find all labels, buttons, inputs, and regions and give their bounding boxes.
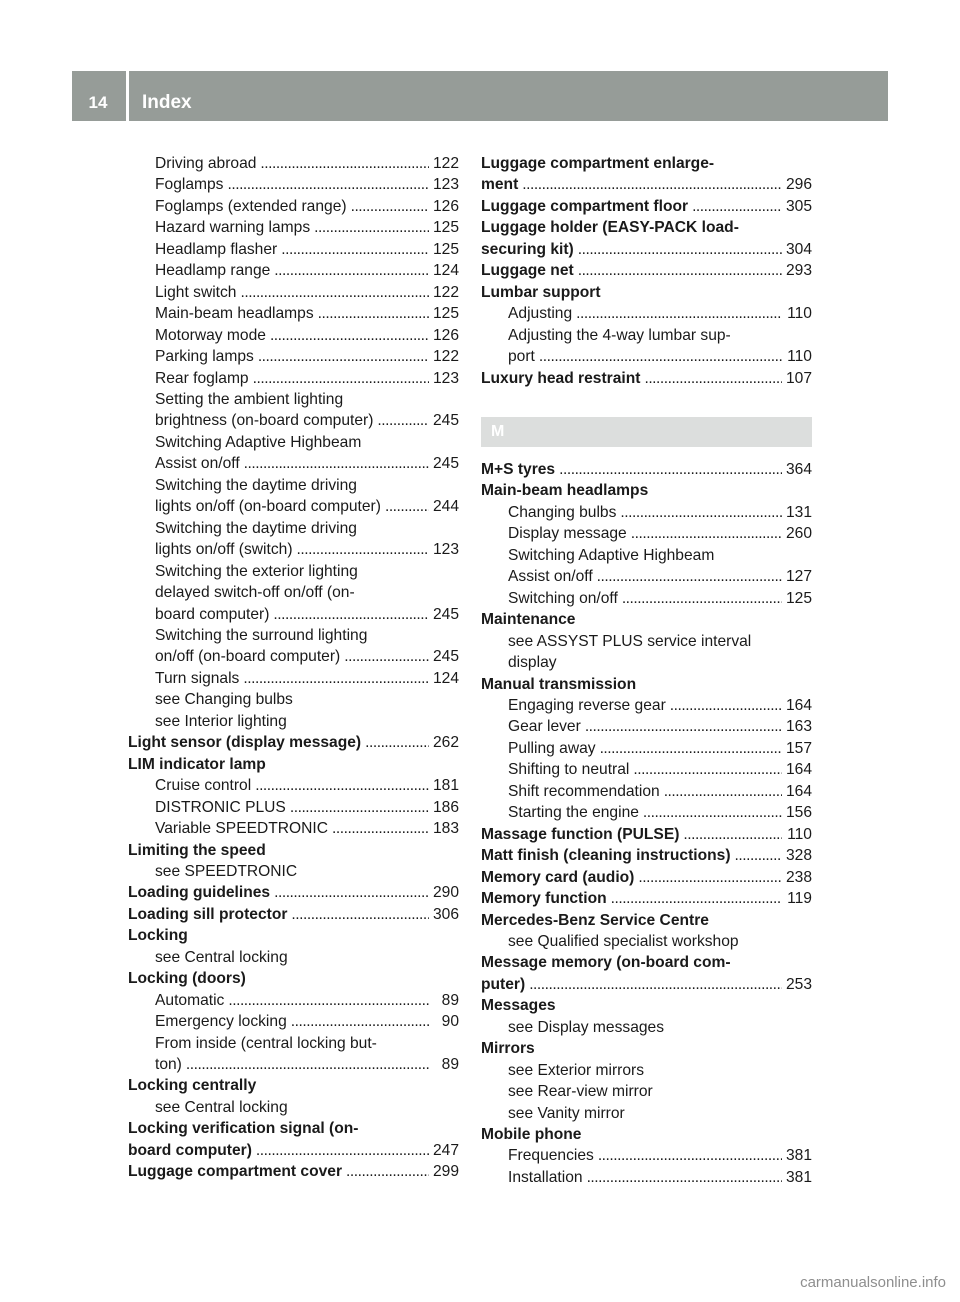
index-entry-page: 253: [785, 975, 812, 993]
dot-leader: [598, 1145, 782, 1166]
dot-leader: [318, 303, 429, 324]
index-entry-term: Massage function (PULSE): [481, 825, 680, 843]
index-entry: [128, 496, 459, 517]
dot-leader: [539, 346, 782, 367]
index-entry: [128, 646, 459, 667]
index-entry: [128, 282, 459, 303]
index-entry-term: Matt finish (cleaning instructions): [481, 847, 731, 865]
dot-leader: [664, 781, 782, 802]
index-entry: [128, 797, 459, 818]
index-entry: see Interior lighting: [155, 712, 287, 730]
index-entry: see Display messages: [508, 1018, 665, 1036]
index-entry: [481, 260, 812, 281]
index-entry: Mercedes-Benz Service Centre: [481, 911, 709, 929]
index-entry-page: 156: [785, 804, 812, 822]
dot-leader: [281, 239, 429, 260]
index-entry-page: 126: [432, 326, 459, 344]
index-entry-page: 305: [785, 197, 812, 215]
dot-leader: [529, 974, 782, 995]
index-entry-term: Variable SPEEDTRONIC: [155, 820, 329, 838]
index-entry: LIM indicator lamp: [128, 755, 266, 773]
index-entry-page: 262: [432, 734, 459, 752]
dot-leader: [578, 260, 782, 281]
dot-leader: [227, 174, 429, 195]
index-entry-page: 123: [432, 541, 459, 559]
index-entry: see ASSYST PLUS service interval: [508, 632, 752, 650]
index-entry: [128, 196, 459, 217]
index-entry-page: 238: [785, 868, 812, 886]
watermark: carmanualsonline.info: [800, 1274, 946, 1291]
index-entry-page: 125: [432, 305, 459, 323]
index-entry-term: Switching on/off: [508, 589, 618, 607]
index-entry: display: [508, 654, 557, 672]
index-entry: Limiting the speed: [128, 841, 266, 859]
index-entry-page: 381: [785, 1168, 812, 1186]
index-entry-term: Loading sill protector: [128, 905, 288, 923]
index-entry-page: 122: [432, 283, 459, 301]
index-entry: see Vanity mirror: [508, 1104, 625, 1122]
index-entry-term: Automatic: [155, 991, 225, 1009]
index-entry-page: 381: [785, 1147, 812, 1165]
index-entry-term: board computer): [128, 1141, 252, 1159]
dot-leader: [228, 990, 429, 1011]
index-entry: [128, 732, 459, 753]
index-entry: Switching the daytime driving: [155, 476, 357, 494]
index-entry-term: Light switch: [155, 283, 237, 301]
index-entry: [481, 1167, 812, 1188]
index-entry: [128, 1140, 459, 1161]
index-entry-term: Motorway mode: [155, 326, 266, 344]
index-entry: [128, 1011, 459, 1032]
index-entry-term: Emergency locking: [155, 1013, 287, 1031]
dot-leader: [270, 325, 429, 346]
index-entry: [481, 239, 812, 260]
dot-leader: [620, 502, 782, 523]
index-entry: Adjusting the 4-way lumbar sup-: [508, 326, 731, 344]
index-entry-term: on/off (on-board computer): [155, 648, 341, 666]
section-letter-m: M: [481, 417, 812, 447]
index-entry-page: 163: [785, 718, 812, 736]
index-entry: see Changing bulbs: [155, 691, 293, 709]
index-entry: [128, 775, 459, 796]
index-entry-page: 125: [432, 219, 459, 237]
index-entry: [481, 888, 812, 909]
index-entry: [128, 217, 459, 238]
index-entry: [481, 802, 812, 823]
index-entry: Locking centrally: [128, 1077, 257, 1095]
index-entry: [481, 174, 812, 195]
index-entry: [481, 695, 812, 716]
index-entry: Lumbar support: [481, 283, 601, 301]
index-entry: [481, 1145, 812, 1166]
index-entry: [128, 1054, 459, 1075]
index-entry: From inside (central locking but-: [155, 1034, 377, 1052]
dot-leader: [631, 523, 782, 544]
index-entry: [128, 303, 459, 324]
dot-leader: [274, 882, 429, 903]
index-entry-page: 183: [432, 820, 459, 838]
index-entry-page: 306: [432, 905, 459, 923]
dot-leader: [735, 845, 782, 866]
index-entry: Manual transmission: [481, 675, 637, 693]
index-entry-page: 186: [432, 798, 459, 816]
dot-leader: [314, 217, 429, 238]
index-entry: Luggage holder (EASY-PACK load-: [481, 219, 739, 237]
index-entry: [128, 260, 459, 281]
index-entry: [481, 738, 812, 759]
index-entry-term: Shift recommendation: [508, 782, 660, 800]
dot-leader: [644, 368, 782, 389]
index-entry: see SPEEDTRONIC: [155, 862, 298, 880]
dot-leader: [670, 695, 782, 716]
index-entry-term: Main-beam headlamps: [155, 305, 314, 323]
index-entry-term: Hazard warning lamps: [155, 219, 311, 237]
index-entry: [128, 604, 459, 625]
index-entry: [128, 1161, 459, 1182]
index-entry: Switching the daytime driving: [155, 519, 357, 537]
dot-leader: [255, 775, 429, 796]
dot-leader: [290, 797, 429, 818]
index-entry: Luggage compartment enlarge-: [481, 155, 715, 172]
index-entry-page: 126: [432, 197, 459, 215]
dot-leader: [585, 716, 782, 737]
dot-leader: [273, 604, 429, 625]
index-entry-page: 131: [785, 503, 812, 521]
index-entry-page: 124: [432, 669, 459, 687]
index-entry-page: 122: [432, 155, 459, 172]
index-entry-term: Memory function: [481, 890, 607, 908]
index-entry: [481, 824, 812, 845]
index-entry-page: 123: [432, 369, 459, 387]
index-entry: see Qualified specialist workshop: [508, 932, 739, 950]
index-entry-term: lights on/off (switch): [155, 541, 293, 559]
index-entry-page: 125: [432, 240, 459, 258]
index-entry: Switching the exterior lighting: [155, 562, 358, 580]
dot-leader: [638, 867, 782, 888]
dot-leader: [244, 453, 429, 474]
index-entry: [481, 588, 812, 609]
index-entry: Message memory (on-board com-: [481, 954, 731, 972]
dot-leader: [260, 153, 429, 174]
index-entry-term: Loading guidelines: [128, 884, 271, 902]
index-entry: Mobile phone: [481, 1126, 582, 1144]
dot-leader: [365, 732, 429, 753]
index-entry: [481, 716, 812, 737]
dot-leader: [576, 303, 782, 324]
index-entry-term: M+S tyres: [481, 460, 556, 478]
index-entry-term: Adjusting: [508, 305, 573, 323]
index-entry: Switching the surround lighting: [155, 626, 368, 644]
index-entry-page: 89: [441, 991, 459, 1009]
dot-leader: [559, 459, 782, 480]
index-entry: Messages: [481, 997, 556, 1015]
dot-leader: [291, 1011, 429, 1032]
index-entry: [128, 539, 459, 560]
index-entry-term: Headlamp flasher: [155, 240, 278, 258]
dot-leader: [253, 368, 429, 389]
index-entry: [128, 882, 459, 903]
dot-leader: [683, 824, 782, 845]
index-entry: [481, 845, 812, 866]
index-entry-term: port: [508, 348, 535, 366]
index-entry: Switching Adaptive Highbeam: [155, 433, 362, 451]
dot-leader: [692, 196, 782, 217]
index-entry-page: 260: [785, 525, 812, 543]
index-entry-term: securing kit): [481, 240, 574, 258]
index-entry-page: 157: [785, 739, 812, 757]
dot-leader: [297, 539, 429, 560]
index-entry-page: 123: [432, 176, 459, 194]
index-entry-term: Display message: [508, 525, 627, 543]
index-entry-term: Gear lever: [508, 718, 581, 736]
dot-leader: [274, 260, 429, 281]
index-entry-page: 299: [432, 1163, 459, 1181]
dot-leader: [332, 818, 429, 839]
index-entry-page: 127: [785, 568, 812, 586]
dot-leader: [186, 1054, 429, 1075]
index-entry: delayed switch-off on/off (on-: [155, 584, 355, 602]
index-entry: [128, 904, 459, 925]
index-entry: Mirrors: [481, 1040, 535, 1058]
index-entry-term: Luggage compartment cover: [128, 1163, 343, 1181]
index-entry: [481, 196, 812, 217]
index-entry-page: 328: [785, 847, 812, 865]
index-group-l-continued: [481, 153, 812, 389]
index-entry-term: DISTRONIC PLUS: [155, 798, 286, 816]
index-entry-term: ment: [481, 176, 519, 194]
index-entry-term: Starting the engine: [508, 804, 639, 822]
index-entry-term: Shifting to neutral: [508, 761, 630, 779]
index-entry-term: Memory card (audio): [481, 868, 635, 886]
index-entry-term: Foglamps (extended range): [155, 197, 347, 215]
index-entry-term: Assist on/off: [508, 568, 593, 586]
dot-leader: [633, 759, 782, 780]
index-entry: [128, 990, 459, 1011]
index-entry: [481, 303, 812, 324]
index-entry: [128, 325, 459, 346]
index-entry-page: 89: [441, 1056, 459, 1074]
index-entry: see Exterior mirrors: [508, 1061, 645, 1079]
index-entry-term: Headlamp range: [155, 262, 271, 280]
index-entry-page: 247: [432, 1141, 459, 1159]
index-entry-page: 110: [787, 348, 812, 366]
index-entry: Main-beam headlamps: [481, 482, 649, 500]
dot-leader: [240, 282, 428, 303]
index-entry: [481, 759, 812, 780]
index-entry-page: 245: [432, 455, 459, 473]
index-entry-page: 296: [785, 176, 812, 194]
dot-leader: [243, 668, 429, 689]
index-entry-term: Frequencies: [508, 1147, 594, 1165]
index-entry-term: brightness (on-board computer): [155, 412, 374, 430]
index-column-right: [481, 153, 812, 1188]
index-entry: Switching Adaptive Highbeam: [508, 546, 715, 564]
dot-leader: [643, 802, 782, 823]
dot-leader: [346, 1161, 429, 1182]
index-entry: [481, 566, 812, 587]
index-entry-page: 245: [432, 412, 459, 430]
index-entry: [481, 974, 812, 995]
index-entry-page: 164: [785, 696, 812, 714]
page-number: 14: [88, 93, 108, 112]
index-entry-term: board computer): [155, 605, 270, 623]
index-group-m: [481, 459, 812, 1188]
index-entry-page: 90: [441, 1013, 459, 1031]
index-entry: Locking (doors): [128, 970, 246, 988]
index-entry: [481, 867, 812, 888]
index-entry: [481, 346, 812, 367]
dot-leader: [385, 496, 429, 517]
index-entry: [481, 459, 812, 480]
index-entry-page: 293: [785, 262, 812, 280]
dot-leader: [622, 588, 782, 609]
index-entry: [128, 174, 459, 195]
index-entry: [128, 410, 459, 431]
dot-leader: [600, 738, 782, 759]
index-entry-term: Luxury head restraint: [481, 369, 641, 387]
dot-leader: [611, 888, 782, 909]
index-entry: [128, 818, 459, 839]
index-entry-term: Luggage net: [481, 262, 574, 280]
dot-leader: [344, 646, 429, 667]
dot-leader: [522, 174, 782, 195]
dot-leader: [351, 196, 429, 217]
index-entry: [481, 502, 812, 523]
index-entry-page: 124: [432, 262, 459, 280]
index-entry: [481, 781, 812, 802]
index-entry: [128, 239, 459, 260]
index-entry-page: 181: [432, 777, 459, 795]
index-entry-term: Rear foglamp: [155, 369, 249, 387]
index-entry-term: Pulling away: [508, 739, 596, 757]
index-entry-term: Luggage compartment floor: [481, 197, 689, 215]
index-entry: [128, 346, 459, 367]
index-entry-page: 110: [787, 305, 812, 323]
index-entry-term: Changing bulbs: [508, 503, 617, 521]
index-entry-term: Driving abroad: [155, 155, 257, 172]
index-entry-page: 119: [787, 890, 812, 908]
index-entry-page: 245: [432, 648, 459, 666]
dot-leader: [377, 410, 429, 431]
index-entry: Locking verification signal (on-: [128, 1120, 359, 1138]
index-entry-term: Foglamps: [155, 176, 224, 194]
index-entry: [128, 368, 459, 389]
header-divider: [126, 71, 129, 121]
page-header: [72, 71, 888, 121]
index-entry-page: 164: [785, 782, 812, 800]
index-entry: see Central locking: [155, 1098, 288, 1116]
index-entry: Locking: [128, 927, 188, 945]
index-entry-page: 110: [787, 825, 812, 843]
index-entry-page: 122: [432, 348, 459, 366]
dot-leader: [258, 346, 429, 367]
index-entry: [128, 453, 459, 474]
dot-leader: [578, 239, 782, 260]
dot-leader: [597, 566, 782, 587]
index-entry-page: 164: [785, 761, 812, 779]
index-entry-term: Installation: [508, 1168, 583, 1186]
index-entry-page: 107: [785, 369, 812, 387]
index-entry: see Rear-view mirror: [508, 1083, 653, 1101]
index-entry-term: ton): [155, 1056, 182, 1074]
index-entry-term: Turn signals: [155, 669, 240, 687]
index-entry-term: puter): [481, 975, 526, 993]
index-entry: [481, 523, 812, 544]
index-entry: [128, 153, 459, 174]
index-entry: [481, 368, 812, 389]
dot-leader: [256, 1140, 429, 1161]
index-entry: Setting the ambient lighting: [155, 390, 344, 408]
index-entry-page: 364: [785, 460, 812, 478]
index-entry-term: Light sensor (display message): [128, 734, 362, 752]
index-column-left: [128, 153, 459, 1183]
index-entry-term: Assist on/off: [155, 455, 240, 473]
page-title: Index: [142, 92, 192, 113]
index-entry: see Central locking: [155, 948, 288, 966]
index-entry-page: 304: [785, 240, 812, 258]
index-entry-term: lights on/off (on-board computer): [155, 498, 381, 516]
index-entry-term: Engaging reverse gear: [508, 696, 666, 714]
index-entry-term: Parking lamps: [155, 348, 254, 366]
index-entry: [128, 668, 459, 689]
index-entry-term: Cruise control: [155, 777, 252, 795]
index-entry-page: 290: [432, 884, 459, 902]
index-entry-page: 245: [432, 605, 459, 623]
dot-leader: [291, 904, 429, 925]
dot-leader: [587, 1167, 782, 1188]
index-entry: Maintenance: [481, 611, 576, 629]
index-entry-page: 244: [432, 498, 459, 516]
index-entry-page: 125: [785, 589, 812, 607]
